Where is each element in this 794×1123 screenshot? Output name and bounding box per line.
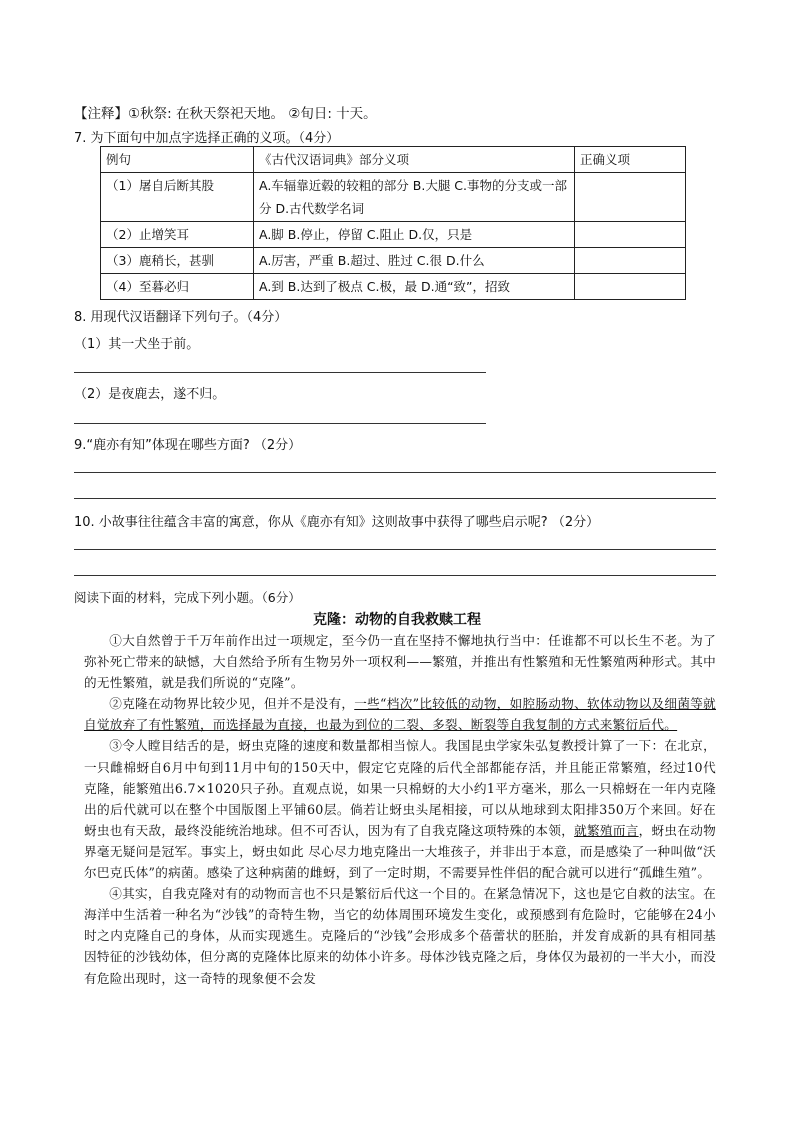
meanings-cell: A.厉害，严重 B.超过、胜过 C.很 D.什么 xyxy=(254,248,575,274)
paragraph-3-tail: ，蚜虫在动物界毫无疑问是冠军。事实上，蚜虫如此 尽心尽力地克隆出一大堆孩子，并非出于本意，而是感染了一种叫做“沃尔巴克氏体”的病菌。感染了这种病菌的雌蚜，到了一定时期，不需要异性伴侣的配合就可以进行“孤雌生殖”。 xyxy=(84,822,717,881)
table-header: 《古代汉语词典》部分义项 xyxy=(254,147,575,173)
passage-title: 克隆：动物的自我救赎工程 xyxy=(313,612,481,628)
underlined-phrase: 就繁殖而言 xyxy=(574,822,639,838)
question-8-part-2: （2）是夜鹿去，遂不归。 xyxy=(74,387,226,402)
paragraph-2 xyxy=(84,693,716,735)
paragraph-2-lead: ②克隆在动物界比较少见，但并不是没有， xyxy=(109,696,355,712)
example-cell: （1）屠自后断其股 xyxy=(101,173,254,222)
table-row xyxy=(101,173,686,222)
reading-instructions: 阅读下面的材料，完成下列小题。（6分） xyxy=(74,590,301,605)
passage-body xyxy=(84,630,716,989)
table-header-row xyxy=(101,147,686,173)
example-cell: （3）鹿稍长，甚驯 xyxy=(101,248,254,274)
answer-cell[interactable] xyxy=(575,274,686,300)
answer-line[interactable] xyxy=(74,472,716,473)
paragraph-3 xyxy=(84,735,716,883)
question-9-prompt: 9.“鹿亦有知”体现在哪些方面? （2分） xyxy=(74,438,302,453)
answer-cell[interactable] xyxy=(575,173,686,222)
question-8-prompt: 8. 用现代汉语翻译下列句子。（4分） xyxy=(74,310,288,325)
meanings-cell: A.车辐靠近毂的较粗的部分 B.大腿 C.事物的分支或一部分 D.古代数学名词 xyxy=(254,173,575,222)
question-7-prompt: 7. 为下面句中加点字选择正确的义项。（4分） xyxy=(74,131,340,146)
answer-cell[interactable] xyxy=(575,222,686,248)
table-row xyxy=(101,274,686,300)
answer-line[interactable] xyxy=(74,498,716,499)
paragraph-1: ①大自然曾于千万年前作出过一项规定，至今仍一直在坚持不懈地执行当中：任谁都不可以长生不老。为了弥补死亡带来的缺憾，大自然给予所有生物另外一项权利——繁殖，并推出有性繁殖和无性繁殖两种形式。其中的无性繁殖，就是我们所说的“克隆”。 xyxy=(84,633,716,691)
vocabulary-table xyxy=(100,146,686,300)
answer-line[interactable] xyxy=(74,423,486,424)
paragraph-3-lead: ③令人瞠目结舌的是，蚜虫克隆的速度和数量都相当惊人。我国昆虫学家朱弘复教授计算了一下：在北京，一只雌棉蚜自6月中旬到11月中旬的150天中，假定它克隆的后代全部都能存活，并且能正常繁殖，经过10代克隆，能繁殖出6.7×1020只子孙。直观点说，如果一只棉蚜的大小约1平方毫米，那么一只棉蚜在一年内克隆出的后代就可以在整个中国版图上平铺60层。倘若让蚜虫头尾相接，可以从地球到太阳排350万个来回。好在蚜虫也有天敌，最终没能统治地球。但不可否认，因为有了自我克隆这项特殊的本领， xyxy=(84,738,716,838)
answer-line[interactable] xyxy=(74,549,716,550)
answer-line[interactable] xyxy=(74,372,486,373)
paragraph-4: ④其实，自我克隆对有的动物而言也不只是繁衍后代这一个目的。在紧急情况下，这也是它自救的法宝。在海洋中生活着一种名为“沙钱”的奇特生物，当它的幼体周围环境发生变化，或预感到有危险时，它能够在24小时之内克隆自己的身体，从而实现逃生。克隆后的“沙钱”会形成多个蓓蕾状的胚胎，并发育成新的具有相同基因特征的沙钱幼体，但分离的克隆体比原来的幼体小许多。母体沙钱克隆之后，身体仅为最初的一半大小，而没有危险出现时，这一奇特的现象便不会发 xyxy=(84,886,716,986)
table-row xyxy=(101,222,686,248)
table-header: 例句 xyxy=(101,147,254,173)
question-10-prompt: 10. 小故事往往蕴含丰富的寓意，你从《鹿亦有知》这则故事中获得了哪些启示呢? （2分） xyxy=(74,515,600,530)
table-row xyxy=(101,248,686,274)
answer-line[interactable] xyxy=(74,575,716,576)
meanings-cell: A.到 B.达到了极点 C.极，最 D.通“致”，招致 xyxy=(254,274,575,300)
answer-cell[interactable] xyxy=(575,248,686,274)
question-8-part-1: （1）其一犬坐于前。 xyxy=(74,337,200,352)
example-cell: （2）止增笑耳 xyxy=(101,222,254,248)
table-header: 正确义项 xyxy=(575,147,686,173)
underlined-sentence: 一些“档次”比较低的动物，如腔肠动物、软体动物以及细菌等就自觉放弃了有性繁殖，而选择最为直接，也最为到位的二裂、多裂、断裂等自我复制的方式来繁衍后代。 xyxy=(84,696,717,733)
example-cell: （4）至暮必归 xyxy=(101,274,254,300)
meanings-cell: A.脚 B.停止，停留 C.阻止 D.仅，只是 xyxy=(254,222,575,248)
annotation-note: 【注释】①秋祭: 在秋天祭祀天地。 ②旬日: 十天。 xyxy=(74,106,377,122)
